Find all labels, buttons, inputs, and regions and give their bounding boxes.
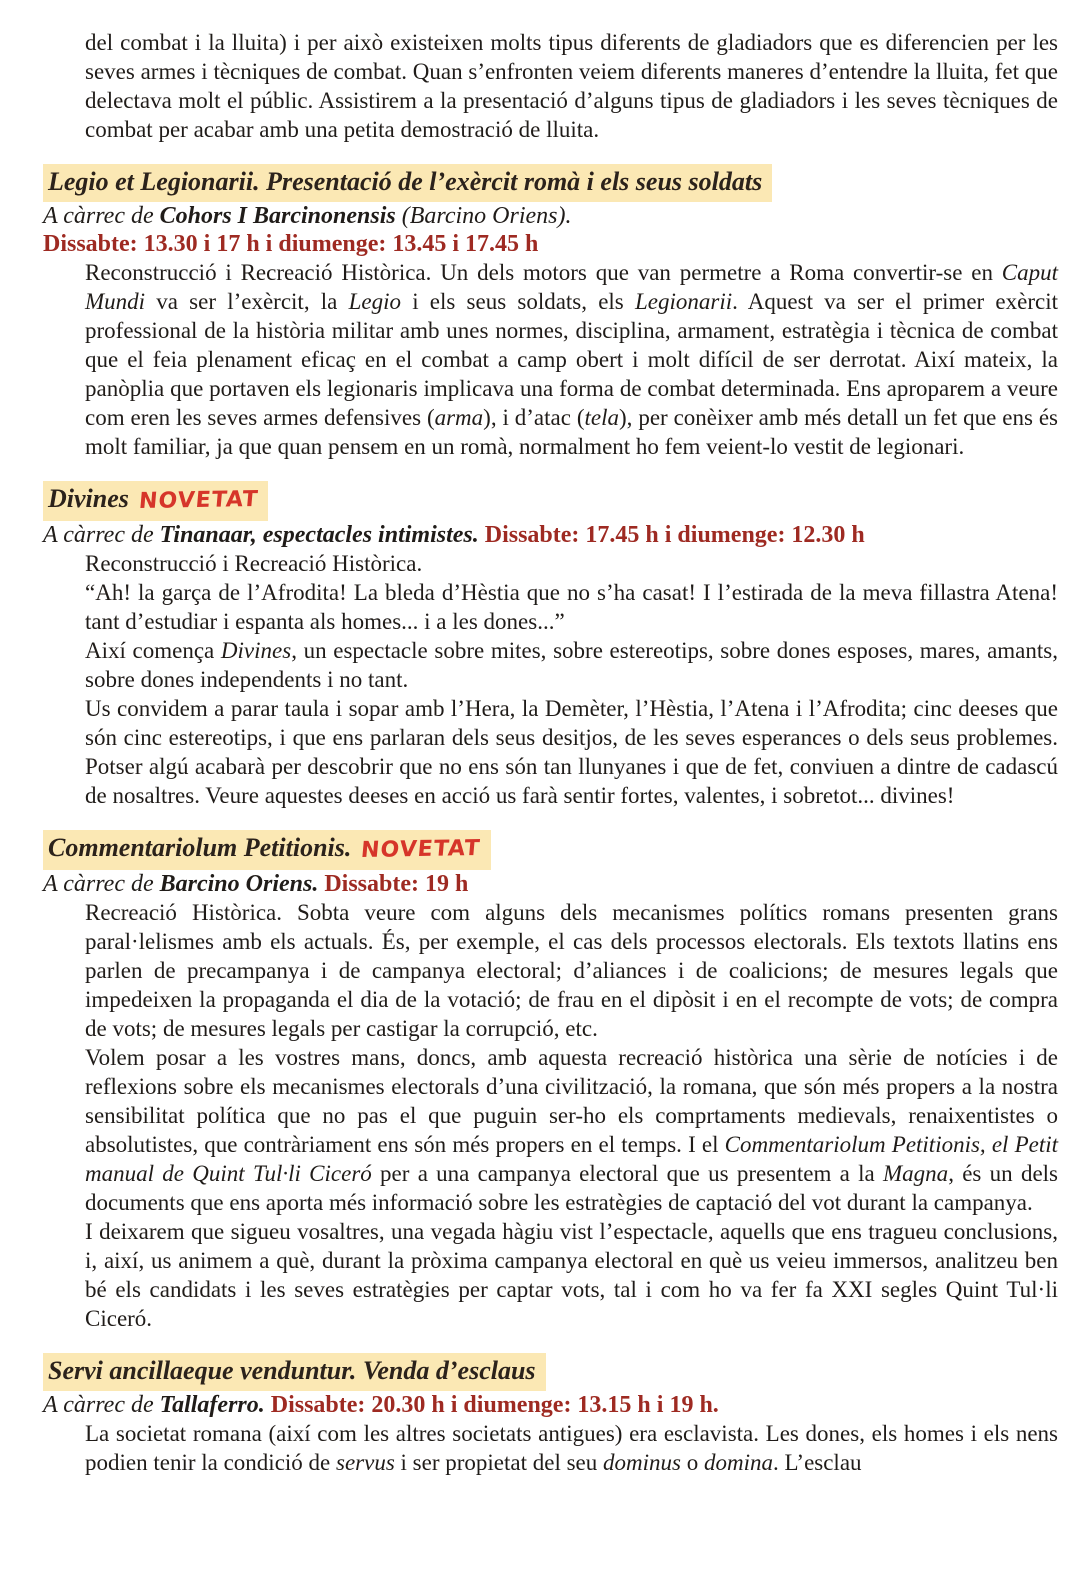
credit-line [43, 870, 1058, 898]
body-paragraph [85, 694, 1058, 810]
intro-paragraph: del combat i la lluita) i per això existeixen molts tipus diferents de gladiadors que es diferencien per les seves armes i tècniques de combat. Quan s’enfronten veiem diferents maneres d’entendre la lluita, fet que delectava molt el públic. Assistirem a la presentació d’alguns tipus de gladiadors i les seves tècniques de combat per acabar amb una petita demostració de lluita. [85, 30, 1058, 142]
body-paragraph [85, 1043, 1058, 1217]
text-run: , és un dels documents que ens aporta més informació sobre les estratègies de captació del vot durant la campanya. [85, 1161, 1058, 1215]
text-run: . Aquest va ser el primer exèrcit professional de la història militar amb unes normes, disciplina, armament, estratègia i tècnica de combat que el feia plenament eficaç en el combat a camp obert i molt difícil de ser derrotat. Així mateix, la panòplia que portaven els legionaris implicava una forma de combat determinada. Ens aproparem a veure com eren les seves armes defensives ( [85, 289, 1058, 430]
credit-line [43, 202, 1058, 230]
text-run: Tallaferro. [159, 1392, 265, 1418]
text-run: Reconstrucció i Recreació Històrica. [85, 551, 423, 576]
novetat-badge: NOVETAT [137, 486, 260, 515]
event-section [43, 481, 1058, 810]
text-run: Volem posar a les vostres mans, doncs, amb aquesta recreació històrica una sèrie de notícies i de reflexions sobre els mecanismes electorals d’una civilització, la romana, que són més propers a la nostra sensibilitat política que no pas el que puguin ser-ho els comprtaments medievals, renaixentistes o absolutistes, que contràriament ens són més propers en el temps. I el [85, 1045, 1058, 1157]
text-run: Tinanaar, espectacles intimistes. [159, 522, 479, 548]
text-run: ), i d’atac ( [483, 405, 585, 430]
text-run: Legio [348, 289, 401, 314]
text-run: Legionarii [634, 289, 733, 314]
text-run: Barcino Oriens. [159, 871, 319, 897]
text-run: i ser propietat del seu [394, 1450, 604, 1475]
body-paragraph [85, 898, 1058, 1043]
text-run: ), per conèixer amb més detall un fet que ens és molt familiar, ja que quan pensem en un romà, normalment ho fem veient-lo vestit de legionari. [85, 405, 1058, 459]
section-title: Divines [48, 484, 129, 513]
section-heading [43, 481, 268, 521]
text-run: Cohors I Barcinonensis [159, 203, 396, 229]
text-run: tela [584, 405, 620, 430]
text-run: La societat romana (així com les altres societats antigues) era esclavista. Les dones, els homes i els nens podien tenir la condició de [85, 1421, 1058, 1475]
section-heading-row [43, 481, 1058, 521]
novetat-badge: NOVETAT [360, 835, 482, 864]
text-run: domina [703, 1450, 773, 1475]
text-run: per a una campanya electoral que us presentem a la [371, 1161, 884, 1186]
section-heading-row [43, 830, 1058, 870]
text-run: Reconstrucció i Recreació Històrica. Un dels motors que van permetre a Roma convertir-se en [85, 260, 1002, 285]
text-run: A càrrec de [43, 522, 160, 548]
body-paragraph [85, 578, 1058, 636]
credit-line [43, 1391, 1058, 1419]
section-heading [43, 164, 772, 202]
body-paragraph [85, 1217, 1058, 1333]
body-paragraph [85, 258, 1058, 461]
event-section [43, 1353, 1058, 1477]
section-heading-row [43, 1353, 1058, 1391]
text-run: , un espectacle sobre mites, sobre estereotips, sobre dones esposes, mares, amants, sobre dones independents i no tant. [85, 638, 1058, 692]
event-section [43, 164, 1058, 461]
section-heading [43, 830, 491, 870]
text-run: Magna [883, 1161, 949, 1186]
text-run: A càrrec de [43, 203, 160, 229]
body-paragraph [85, 549, 1058, 578]
text-run: servus [336, 1450, 395, 1475]
text-run: Caput Mundi [85, 260, 1058, 314]
text-run: o [680, 1450, 704, 1475]
section-title: Legio et Legionarii. Presentació de l’exèrcit romà i els seus soldats [48, 167, 763, 196]
schedule-line: Dissabte: 13.30 i 17 h i diumenge: 13.45 i 17.45 h [43, 231, 539, 257]
schedule: Dissabte: 17.45 h i diumenge: 12.30 h [478, 522, 865, 548]
text-run: va ser l’exèrcit, la [145, 289, 349, 314]
text-run: I deixarem que sigueu vosaltres, una vegada hàgiu vist l’espectacle, aquells que ens tragueu conclusions, i, així, us animem a què, durant la pròxima campanya electoral en què us veieu immersos, analitzeu ben bé els candidats i les seves estratègies per captar vots, tal i com ho va fer fa XXI segles Quint Tul·li Ciceró. [85, 1219, 1058, 1331]
section-heading [43, 1353, 546, 1391]
body-paragraph [85, 636, 1058, 694]
sections [43, 164, 1058, 1477]
text-run: A càrrec de [43, 1392, 160, 1418]
section-heading-row [43, 164, 1058, 202]
section-title: Commentariolum Petitionis. [48, 833, 352, 862]
text-run: Commentariolum Petitionis, el Petit manual de Quint Tul·li Ciceró [85, 1132, 1058, 1186]
text-run: dominus [603, 1450, 681, 1475]
credit-line [43, 521, 1058, 549]
schedule: Dissabte: 20.30 h i diumenge: 13.15 h i 19 h. [264, 1392, 719, 1418]
text-run: (Barcino Oriens). [395, 203, 572, 229]
text-run: . L’esclau [772, 1450, 862, 1475]
text-run: Recreació Històrica. Sobta veure com alguns dels mecanismes polítics romans presenten grans paral·lelismes amb els actuals. És, per exemple, el cas dels processos electorals. Els textots llatins ens parlen de precampanya i de campanya electoral; d’aliances i de coalicions; de mesures legals que impedeixen la propaganda el dia de la votació; de frau en el dipòsit i en el recompte de vots; de compra de vots; de mesures legals per castigar la corrupció, etc. [85, 900, 1058, 1041]
schedule: Dissabte: 19 h [318, 871, 469, 897]
text-run: A càrrec de [43, 871, 160, 897]
text-run: Divines [220, 638, 292, 663]
text-run: Us convidem a parar taula i sopar amb l’Hera, la Demèter, l’Hèstia, l’Atena i l’Afrodita; cinc deeses que són cinc estereotips, i que ens parlaran dels seus desitjos, de les seves esperances o dels seus problemes. Potser algú acabarà per descobrir que no ens són tan llunyanes i que de fet, conviuen a dintre de cadascú de nosaltres. Veure aquestes deeses en acció us farà sentir fortes, valentes, i sobretot... divines! [85, 696, 1058, 808]
text-run: arma [434, 405, 484, 430]
text-run: i els seus soldats, els [400, 289, 635, 314]
text-run: “Ah! la garça de l’Afrodita! La bleda d’Hèstia que no s’ha casat! I l’estirada de la meva fillastra Atena! tant d’estudiar i espanta als homes... i a les dones...” [85, 580, 1058, 634]
text-run: Així comença [85, 638, 221, 663]
event-section [43, 830, 1058, 1333]
body-paragraph [85, 1419, 1058, 1477]
section-title: Servi ancillaeque venduntur. Venda d’esclaus [48, 1356, 536, 1385]
